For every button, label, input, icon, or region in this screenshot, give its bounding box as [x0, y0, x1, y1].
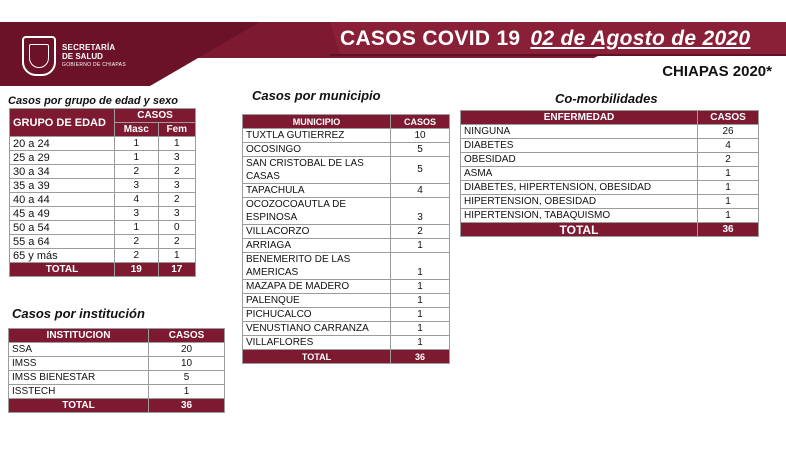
table-row: IMSS 10	[9, 357, 225, 371]
table-row: TAPACHULA 4	[243, 184, 450, 198]
table-row: PALENQUE 1	[243, 294, 450, 308]
state-label: CHIAPAS 2020*	[662, 63, 772, 80]
comorb-table	[460, 110, 759, 237]
table-row: TUXTLA GUTIERREZ 10	[243, 129, 450, 143]
comorb-section-title: Co-morbilidades	[555, 91, 658, 106]
col-casos: CASOS	[698, 111, 759, 125]
table-row: IMSS BIENESTAR 5	[9, 371, 225, 385]
table-row: DIABETES 4	[461, 139, 759, 153]
table-row: MAZAPA DE MADERO 1	[243, 280, 450, 294]
col-casos: CASOS	[391, 115, 450, 129]
col-enfermedad: ENFERMEDAD	[461, 111, 698, 125]
table-row: BENEMERITO DE LAS AMERICAS 1	[243, 253, 450, 280]
table-row: SAN CRISTOBAL DE LAS CASAS 5	[243, 157, 450, 184]
col-masc: Masc	[115, 123, 159, 137]
table-row: 20 a 24 1 1	[10, 137, 196, 151]
table-row: HIPERTENSION, TABAQUISMO 1	[461, 209, 759, 223]
table-row: ISSTECH 1	[9, 385, 225, 399]
table-row: ASMA 1	[461, 167, 759, 181]
table-row: OBESIDAD 2	[461, 153, 759, 167]
table-row: 30 a 34 2 2	[10, 165, 196, 179]
edad-total-row: TOTAL 19 17	[10, 263, 196, 277]
page-title: CASOS COVID 19 02 de Agosto de 2020	[340, 27, 751, 50]
table-row: PICHUCALCO 1	[243, 308, 450, 322]
org-name: SECRETARÍA DE SALUD GOBIERNO DE CHIAPAS	[62, 43, 126, 68]
col-casos: CASOS	[115, 109, 196, 123]
table-row: 45 a 49 3 3	[10, 207, 196, 221]
edad-section-title: Casos por grupo de edad y sexo	[8, 95, 178, 107]
shield-logo-icon	[22, 36, 56, 76]
table-row: 35 a 39 3 3	[10, 179, 196, 193]
table-row: OCOZOCOAUTLA DE ESPINOSA 3	[243, 198, 450, 225]
table-row: 50 a 54 1 0	[10, 221, 196, 235]
table-row: VILLAFLORES 1	[243, 336, 450, 350]
header-banner	[0, 0, 786, 86]
col-casos: CASOS	[149, 329, 225, 343]
comorb-total-row: TOTAL 36	[461, 223, 759, 237]
table-row: NINGUNA 26	[461, 125, 759, 139]
table-row: ARRIAGA 1	[243, 239, 450, 253]
table-row: 65 y más 2 1	[10, 249, 196, 263]
edad-table	[9, 108, 196, 277]
table-row: SSA 20	[9, 343, 225, 357]
municipio-total-row: TOTAL 36	[243, 350, 450, 364]
table-row: 25 a 29 1 3	[10, 151, 196, 165]
col-grupo-edad: GRUPO DE EDAD	[10, 109, 115, 137]
table-row: 40 a 44 4 2	[10, 193, 196, 207]
institucion-section-title: Casos por institución	[12, 306, 145, 321]
table-row: HIPERTENSION, OBESIDAD 1	[461, 195, 759, 209]
institucion-table	[8, 328, 225, 413]
table-row: DIABETES, HIPERTENSION, OBESIDAD 1	[461, 181, 759, 195]
table-row: VILLACORZO 2	[243, 225, 450, 239]
col-municipio: MUNICIPIO	[243, 115, 391, 129]
table-row: VENUSTIANO CARRANZA 1	[243, 322, 450, 336]
institucion-total-row: TOTAL 36	[9, 399, 225, 413]
report-date: 02 de Agosto de 2020	[530, 27, 751, 50]
municipio-table	[242, 114, 450, 364]
table-row: OCOSINGO 5	[243, 143, 450, 157]
col-fem: Fem	[158, 123, 195, 137]
table-row: 55 a 64 2 2	[10, 235, 196, 249]
municipio-section-title: Casos por municipio	[252, 88, 381, 103]
col-institucion: INSTITUCION	[9, 329, 149, 343]
